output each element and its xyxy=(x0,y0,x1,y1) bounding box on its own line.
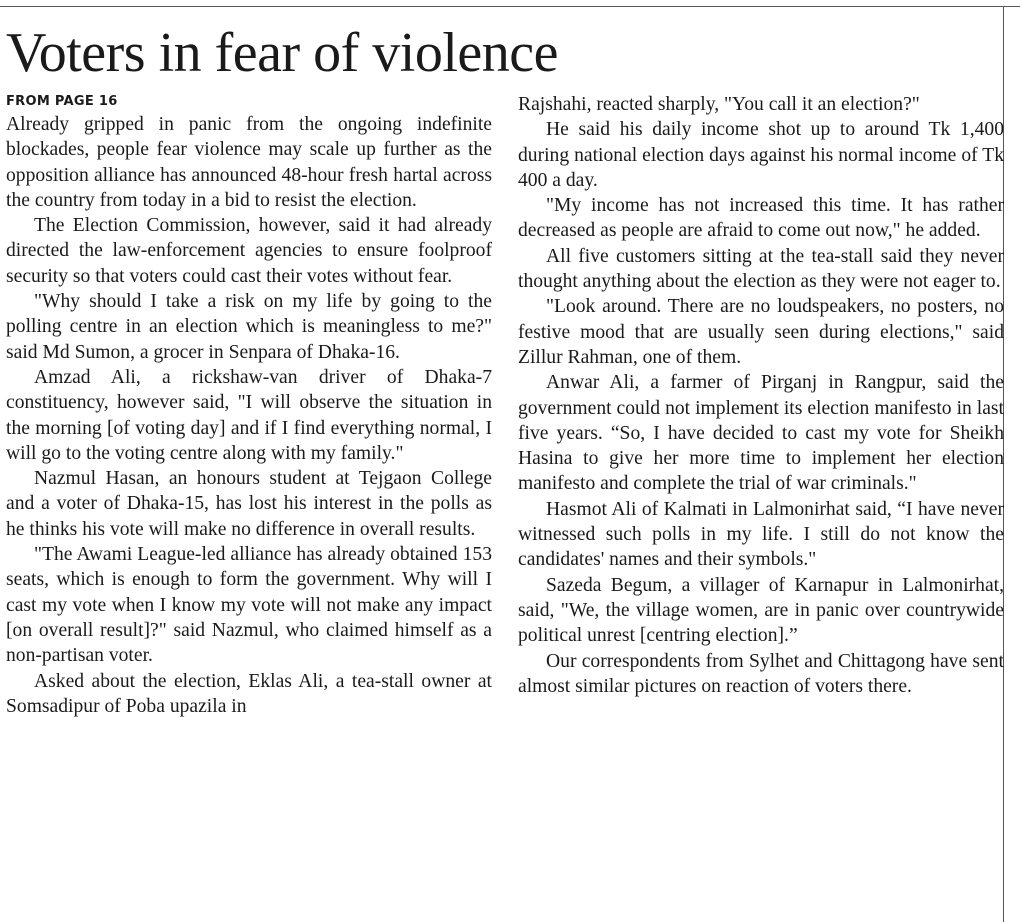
paragraph: He said his daily income shot up to around Tk 1,400 during national election days against his normal income of Tk 400 a day. xyxy=(518,119,1004,191)
paragraph: Nazmul Hasan, an honours student at Tejgaon College and a voter of Dhaka-15, has lost his interest in the polls as he thinks his vote will make no difference in overall results. xyxy=(6,468,492,540)
paragraph: "Look around. There are no loudspeakers, no posters, no festive mood that are usually seen during elections," said Zillur Rahman, one of them. xyxy=(518,296,1004,368)
paragraph: Hasmot Ali of Kalmati in Lalmonirhat said, “I have never witnessed such polls in my life. I still do not know the candidates' names and their symbols." xyxy=(518,498,1004,571)
article-column-left xyxy=(6,94,492,719)
paragraph: Anwar Ali, a farmer of Pirganj in Rangpur, said the government could not implement its election manifesto in last five years. “So, I have decided to cast my vote for Sheikh Hasina to give her more time to implement her election manifesto and complete the trial of war criminals." xyxy=(518,372,1004,495)
continuation-kicker: FROM PAGE 16 xyxy=(6,94,118,109)
paragraph: "The Awami League-led alliance has already obtained 153 seats, which is enough to form the government. Why will I cast my vote when I know my vote will not make any impact [on overall result]?" said Nazmul, who claimed himself as a non-partisan voter. xyxy=(6,544,492,667)
top-rule xyxy=(0,6,1020,7)
article-column-right xyxy=(518,92,1004,699)
paragraph: Amzad Ali, a rickshaw-van driver of Dhaka-7 constituency, however said, "I will observe the situation in the morning [of voting day] and if I find everything normal, I will go to the voting centre along with my family." xyxy=(6,366,492,464)
headline: Voters in fear of violence xyxy=(6,22,558,84)
paragraph: All five customers sitting at the tea-stall said they never thought anything about the election as they were not eager to. xyxy=(518,245,1004,293)
paragraph: Sazeda Begum, a villager of Karnapur in Lalmonirhat, said, "We, the village women, are in panic over countrywide political unrest [centring election].” xyxy=(518,574,1004,647)
paragraph: "My income has not increased this time. It has rather decreased as people are afraid to come out now," he added. xyxy=(518,195,1004,242)
paragraph: The Election Commission, however, said it had already directed the law-enforcement agencies to ensure foolproof security so that voters could cast their votes without fear. xyxy=(6,215,492,287)
paragraph: Asked about the election, Eklas Ali, a tea-stall owner at Somsadipur of Poba upazila in xyxy=(6,670,492,717)
paragraph: Already gripped in panic from the ongoing indefinite blockades, people fear violence may scale up further as the opposition alliance has announced 48-hour fresh hartal across the country from today in a bid to resist the election. xyxy=(6,114,492,211)
paragraph: "Why should I take a risk on my life by going to the polling centre in an election which is meaningless to me?" said Md Sumon, a grocer in Senpara of Dhaka-16. xyxy=(6,291,492,363)
paragraph: Our correspondents from Sylhet and Chittagong have sent almost similar pictures on reaction of voters there. xyxy=(518,650,1004,697)
paragraph: Rajshahi, reacted sharply, "You call it an election?" xyxy=(518,94,920,115)
